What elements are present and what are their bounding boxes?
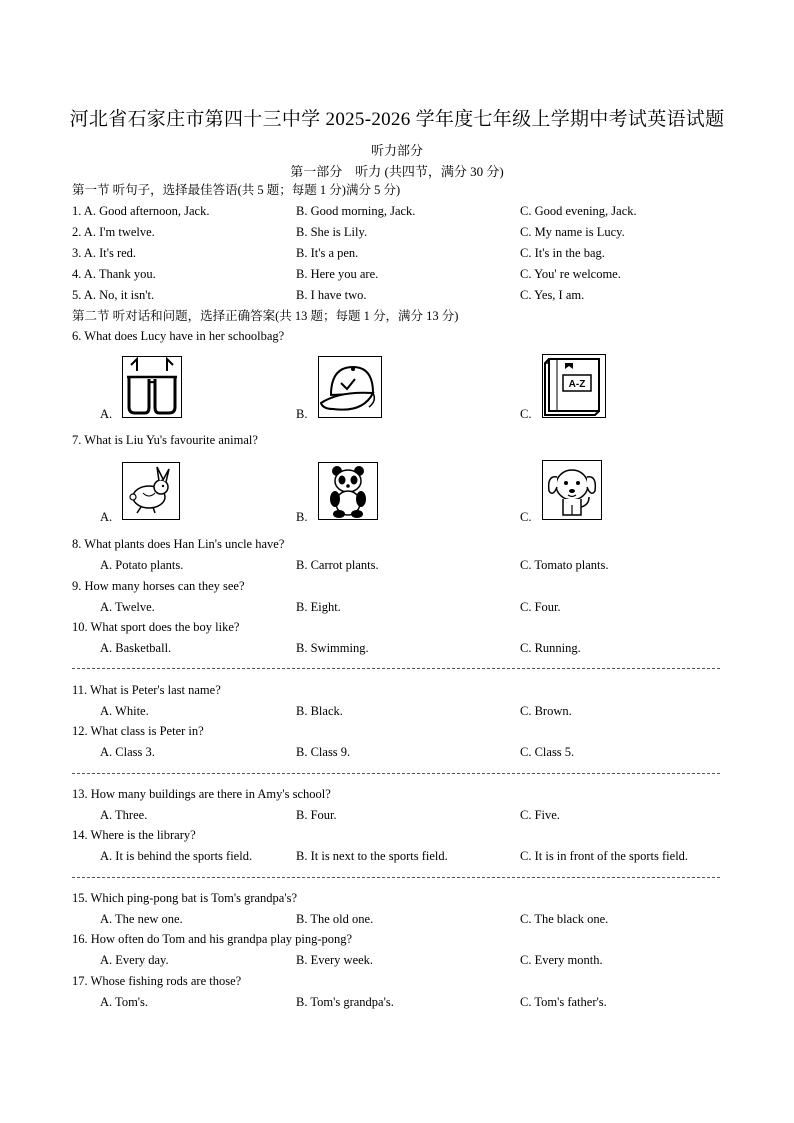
q14-option-c: C. It is in front of the sports field. [520, 849, 689, 863]
q10-question: 10. What sport does the boy like? [72, 620, 240, 634]
q9-question: 9. How many horses can they see? [72, 579, 245, 593]
q15-option-b: B. The old one. [296, 912, 374, 926]
q9-option-c: C. Four. [520, 600, 561, 614]
q8-option-b: B. Carrot plants. [296, 558, 379, 572]
q7-option-b: B. [296, 510, 308, 524]
q4-option-a: 4. A. Thank you. [72, 267, 156, 281]
part-one-heading: 第一部分 听力 (共四节，满分 30 分) [290, 164, 504, 179]
q9-option-b: B. Eight. [296, 600, 341, 614]
q10-option-a: A. Basketball. [100, 641, 172, 655]
q16-option-c: C. Every month. [520, 953, 603, 967]
q16-question: 16. How often do Tom and his grandpa play ping-pong? [72, 932, 353, 946]
q10-option-c: C. Running. [520, 641, 581, 655]
panda-icon [318, 462, 378, 520]
dog-icon [542, 460, 602, 520]
q2-option-c: C. My name is Lucy. [520, 225, 625, 239]
q11-option-c: C. Brown. [520, 704, 572, 718]
q16-option-b: B. Every week. [296, 953, 374, 967]
q17-option-b: B. Tom's grandpa's. [296, 995, 394, 1009]
divider [72, 877, 720, 878]
q13-question: 13. How many buildings are there in Amy's school? [72, 787, 331, 801]
divider [72, 773, 720, 774]
q1-option-c: C. Good evening, Jack. [520, 204, 637, 218]
q6-option-b: B. [296, 407, 308, 421]
q13-option-b: B. Four. [296, 808, 337, 822]
q13-option-c: C. Five. [520, 808, 560, 822]
exam-title: 河北省石家庄市第四十三中学 2025-2026 学年度七年级上学期中考试英语试题 [69, 109, 725, 130]
q3-option-c: C. It's in the bag. [520, 246, 605, 260]
section-two-heading: 第二节 听对话和问题，选择正确答案(共 13 题；每题 1 分，满分 13 分) [72, 309, 459, 323]
q10-option-b: B. Swimming. [296, 641, 369, 655]
q7-question: 7. What is Liu Yu's favourite animal? [72, 433, 258, 447]
listening-part-heading: 听力部分 [370, 143, 423, 158]
q17-question: 17. Whose fishing rods are those? [72, 974, 242, 988]
q1-option-a: 1. A. Good afternoon, Jack. [72, 204, 210, 218]
q3-option-b: B. It's a pen. [296, 246, 359, 260]
q12-option-a: A. Class 3. [100, 745, 155, 759]
q14-option-b: B. It is next to the sports field. [296, 849, 448, 863]
q12-option-c: C. Class 5. [520, 745, 575, 759]
q17-option-c: C. Tom's father's. [520, 995, 607, 1009]
q6-option-a: A. [100, 407, 113, 421]
q6-option-c: C. [520, 407, 532, 421]
q5-option-b: B. I have two. [296, 288, 367, 302]
q15-option-a: A. The new one. [100, 912, 183, 926]
q11-question: 11. What is Peter's last name? [72, 683, 221, 697]
q5-option-a: 5. A. No, it isn't. [72, 288, 155, 302]
q9-option-a: A. Twelve. [100, 600, 155, 614]
q6-question: 6. What does Lucy have in her schoolbag? [72, 329, 285, 343]
q11-option-b: B. Black. [296, 704, 343, 718]
book-icon [542, 354, 606, 418]
q2-option-b: B. She is Lily. [296, 225, 368, 239]
q16-option-a: A. Every day. [100, 953, 169, 967]
q15-option-c: C. The black one. [520, 912, 609, 926]
q17-option-a: A. Tom's. [100, 995, 149, 1009]
q12-question: 12. What class is Peter in? [72, 724, 204, 738]
q14-option-a: A. It is behind the sports field. [100, 849, 253, 863]
q8-option-a: A. Potato plants. [100, 558, 184, 572]
q8-option-c: C. Tomato plants. [520, 558, 609, 572]
book-label: A-Z [568, 379, 586, 390]
q5-option-c: C. Yes, I am. [520, 288, 585, 302]
rabbit-icon [122, 462, 180, 520]
q12-option-b: B. Class 9. [296, 745, 351, 759]
q11-option-a: A. White. [100, 704, 149, 718]
q13-option-a: A. Three. [100, 808, 148, 822]
section-one-heading: 第一节 听句子，选择最佳答语(共 5 题；每题 1 分)满分 5 分) [72, 183, 401, 197]
q14-question: 14. Where is the library? [72, 828, 196, 842]
q7-option-c: C. [520, 510, 532, 524]
q15-question: 15. Which ping-pong bat is Tom's grandpa's? [72, 891, 298, 905]
q2-option-a: 2. A. I'm twelve. [72, 225, 155, 239]
q4-option-b: B. Here you are. [296, 267, 379, 281]
divider [72, 668, 720, 669]
q3-option-a: 3. A. It's red. [72, 246, 137, 260]
glasses-icon [122, 356, 182, 418]
q8-question: 8. What plants does Han Lin's uncle have? [72, 537, 285, 551]
q7-option-a: A. [100, 510, 113, 524]
q1-option-b: B. Good morning, Jack. [296, 204, 416, 218]
cap-icon [318, 356, 382, 418]
q4-option-c: C. You' re welcome. [520, 267, 621, 281]
